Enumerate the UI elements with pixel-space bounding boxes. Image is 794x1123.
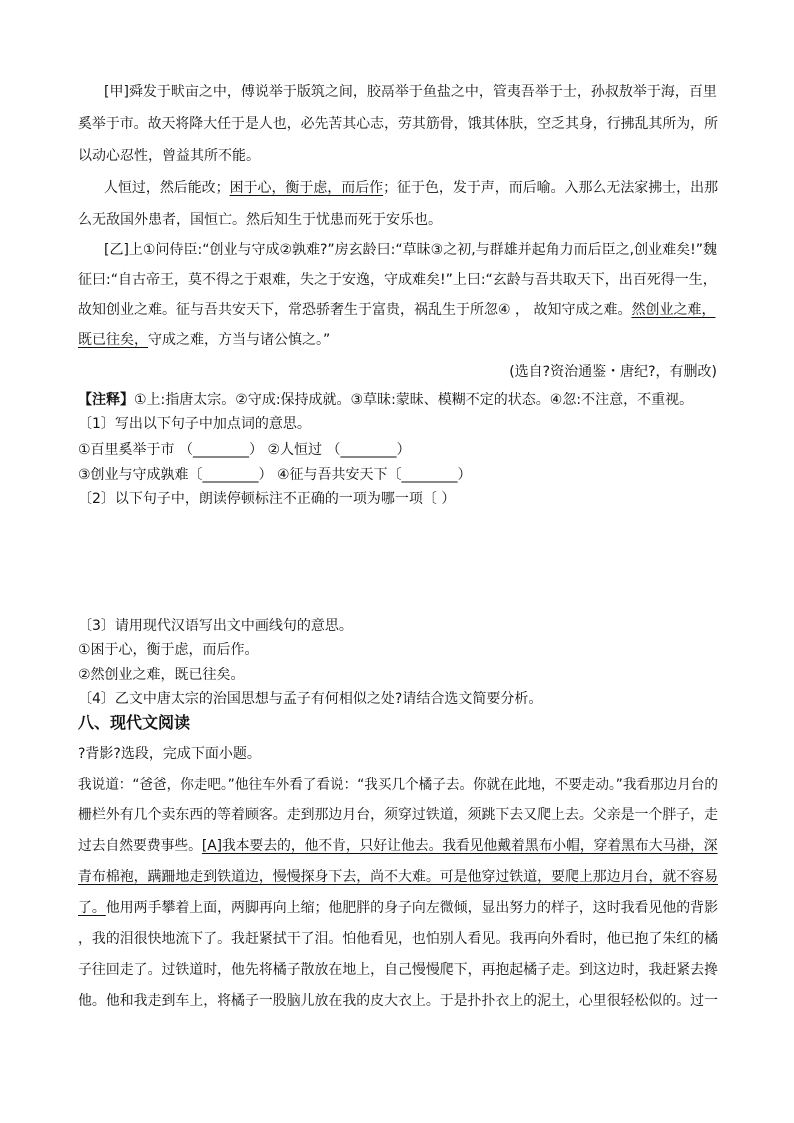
reading-line-4: [78, 867, 718, 887]
reading-line-5: [78, 898, 718, 918]
reading-line-7: 子往回走了。过铁道时，他先将橘子散放在地上，自己慢慢爬下，再抱起橘子走。到这边时，我赶紧去搀: [78, 962, 719, 978]
section-heading: 八、现代文阅读: [78, 713, 191, 732]
section-intro: ?背影?选段，完成下面小题。: [78, 746, 261, 762]
source-citation: (选自?资治通鉴・唐纪?，有删改): [509, 364, 717, 380]
passage-a-line-5: 么无敌国外患者，国恒亡。然后知生于忧患而死于安乐也。: [78, 212, 442, 228]
question-3: 〔3〕请用现代汉语写出文中画线句的意思。: [78, 618, 353, 634]
underlined-sentence-1: 困于心，衡于虑，而后作: [229, 180, 384, 196]
question-1-items-b: ③创业与守成孰难〔________） ④征与吾共安天下〔________）: [78, 467, 472, 483]
reading-line-6: ，我的泪很快地流下了。我赶紧拭干了泪。怕他看见，也怕别人看见。我再向外看时，他已抱了朱红的橘: [78, 931, 719, 947]
passage-a-line-3: 以动心忍性，曾益其所不能。: [78, 148, 260, 164]
passage-b-line-3: [78, 300, 715, 320]
reading-line-1: 我说道：“爸爸，你走吧。”他往车外看了看说：“我买几个橘子去。你就在此地，不要走动。”我看那边月台的: [78, 777, 719, 793]
text: 守成之难，方当与诸公慎之。”: [148, 332, 331, 348]
question-3-item-2: ②然创业之难，既已往矣。: [78, 667, 245, 683]
underlined-passage-a-3: 了。: [78, 900, 106, 916]
text: 人恒过，然后能改；: [104, 180, 230, 196]
passage-b-line-4: [78, 330, 330, 350]
underlined-sentence-2a: 然创业之难，: [631, 302, 716, 318]
underlined-passage-a-2: 青布棉袍，蹒跚地走到铁道边，慢慢探身下去，尚不大难。可是他穿过铁道，要爬上那边月台，就不容易: [78, 869, 719, 885]
passage-b-line-2: 征曰:“自古帝王，莫不得之于艰难，失之于安逸，守成难矣!”上曰:“玄龄与吾共取天下，出百死得一生，: [78, 272, 717, 288]
reading-line-2: 栅栏外有几个卖东西的等着顾客。走到那边月台，须穿过铁道，须跳下去又爬上去。父亲是一个胖子，走: [78, 807, 719, 823]
text: 他用两手攀着上面，两脚再向上缩；他肥胖的身子向左微倾，显出努力的样子，这时我看见他的背影: [105, 900, 719, 916]
underlined-sentence-2b: 既已往矣，: [78, 332, 148, 348]
passage-a-line-4: [104, 178, 718, 198]
question-1-items-a: ①百里奚举于市 （________） ②人恒过 （________）: [78, 442, 411, 458]
question-4: 〔4〕乙文中唐太宗的治国思想与孟子有何相似之处?请结合选文简要分析。: [78, 691, 543, 707]
question-3-item-1: ①困于心，衡于虑，而后作。: [78, 642, 259, 658]
reading-line-3: [78, 836, 718, 856]
question-1: 〔1〕写出以下句子中加点词的意思。: [78, 416, 311, 432]
notes: [78, 390, 693, 410]
text: ；征于色，发于声，而后喻。入那么无法家拂士，出那: [383, 180, 719, 196]
passage-a-line-2: 奚举于市。故天将降大任于是人也，必先苦其心志，劳其筋骨，饿其体肤，空乏其身，行拂乱其所为，所: [78, 116, 719, 132]
reading-line-8: 他。他和我走到车上，将橘子一股脑儿放在我的皮大衣上。于是扑扑衣上的泥土，心里很轻松似的。过一: [78, 993, 719, 1009]
notes-text: ①上:指唐太宗。②守成:保持成就。③草昧:蒙昧、模糊不定的状态。④忽:不注意，不重视。: [134, 392, 694, 408]
passage-b-line-1: [乙]上①问侍臣:“创业与守成②孰难?”房玄龄曰:“草昧③之初,与群雄并起角力而后臣之,创业难矣!”魏: [104, 242, 717, 258]
text: 故知创业之难。征与吾共安天下，常恐骄奢生于富贵，祸乱生于所忽④ ， 故知守成之难。: [78, 302, 632, 318]
passage-a-line-1: [甲]舜发于畎亩之中，傅说举于版筑之间，胶鬲举于鱼盐之中，管夷吾举于士，孙叔敖举于海，百里: [104, 84, 717, 100]
question-2: 〔2〕以下句子中，朗读停顿标注不正确的一项为哪一项〔 ）: [78, 491, 456, 507]
notes-label: 【注释】: [78, 392, 134, 408]
text: 过去自然要费事些。: [78, 838, 202, 854]
underlined-passage-a-1: [A]我本要去的，他不肯，只好让他去。我看见他戴着黑布小帽，穿着黑布大马褂，深: [201, 838, 718, 854]
